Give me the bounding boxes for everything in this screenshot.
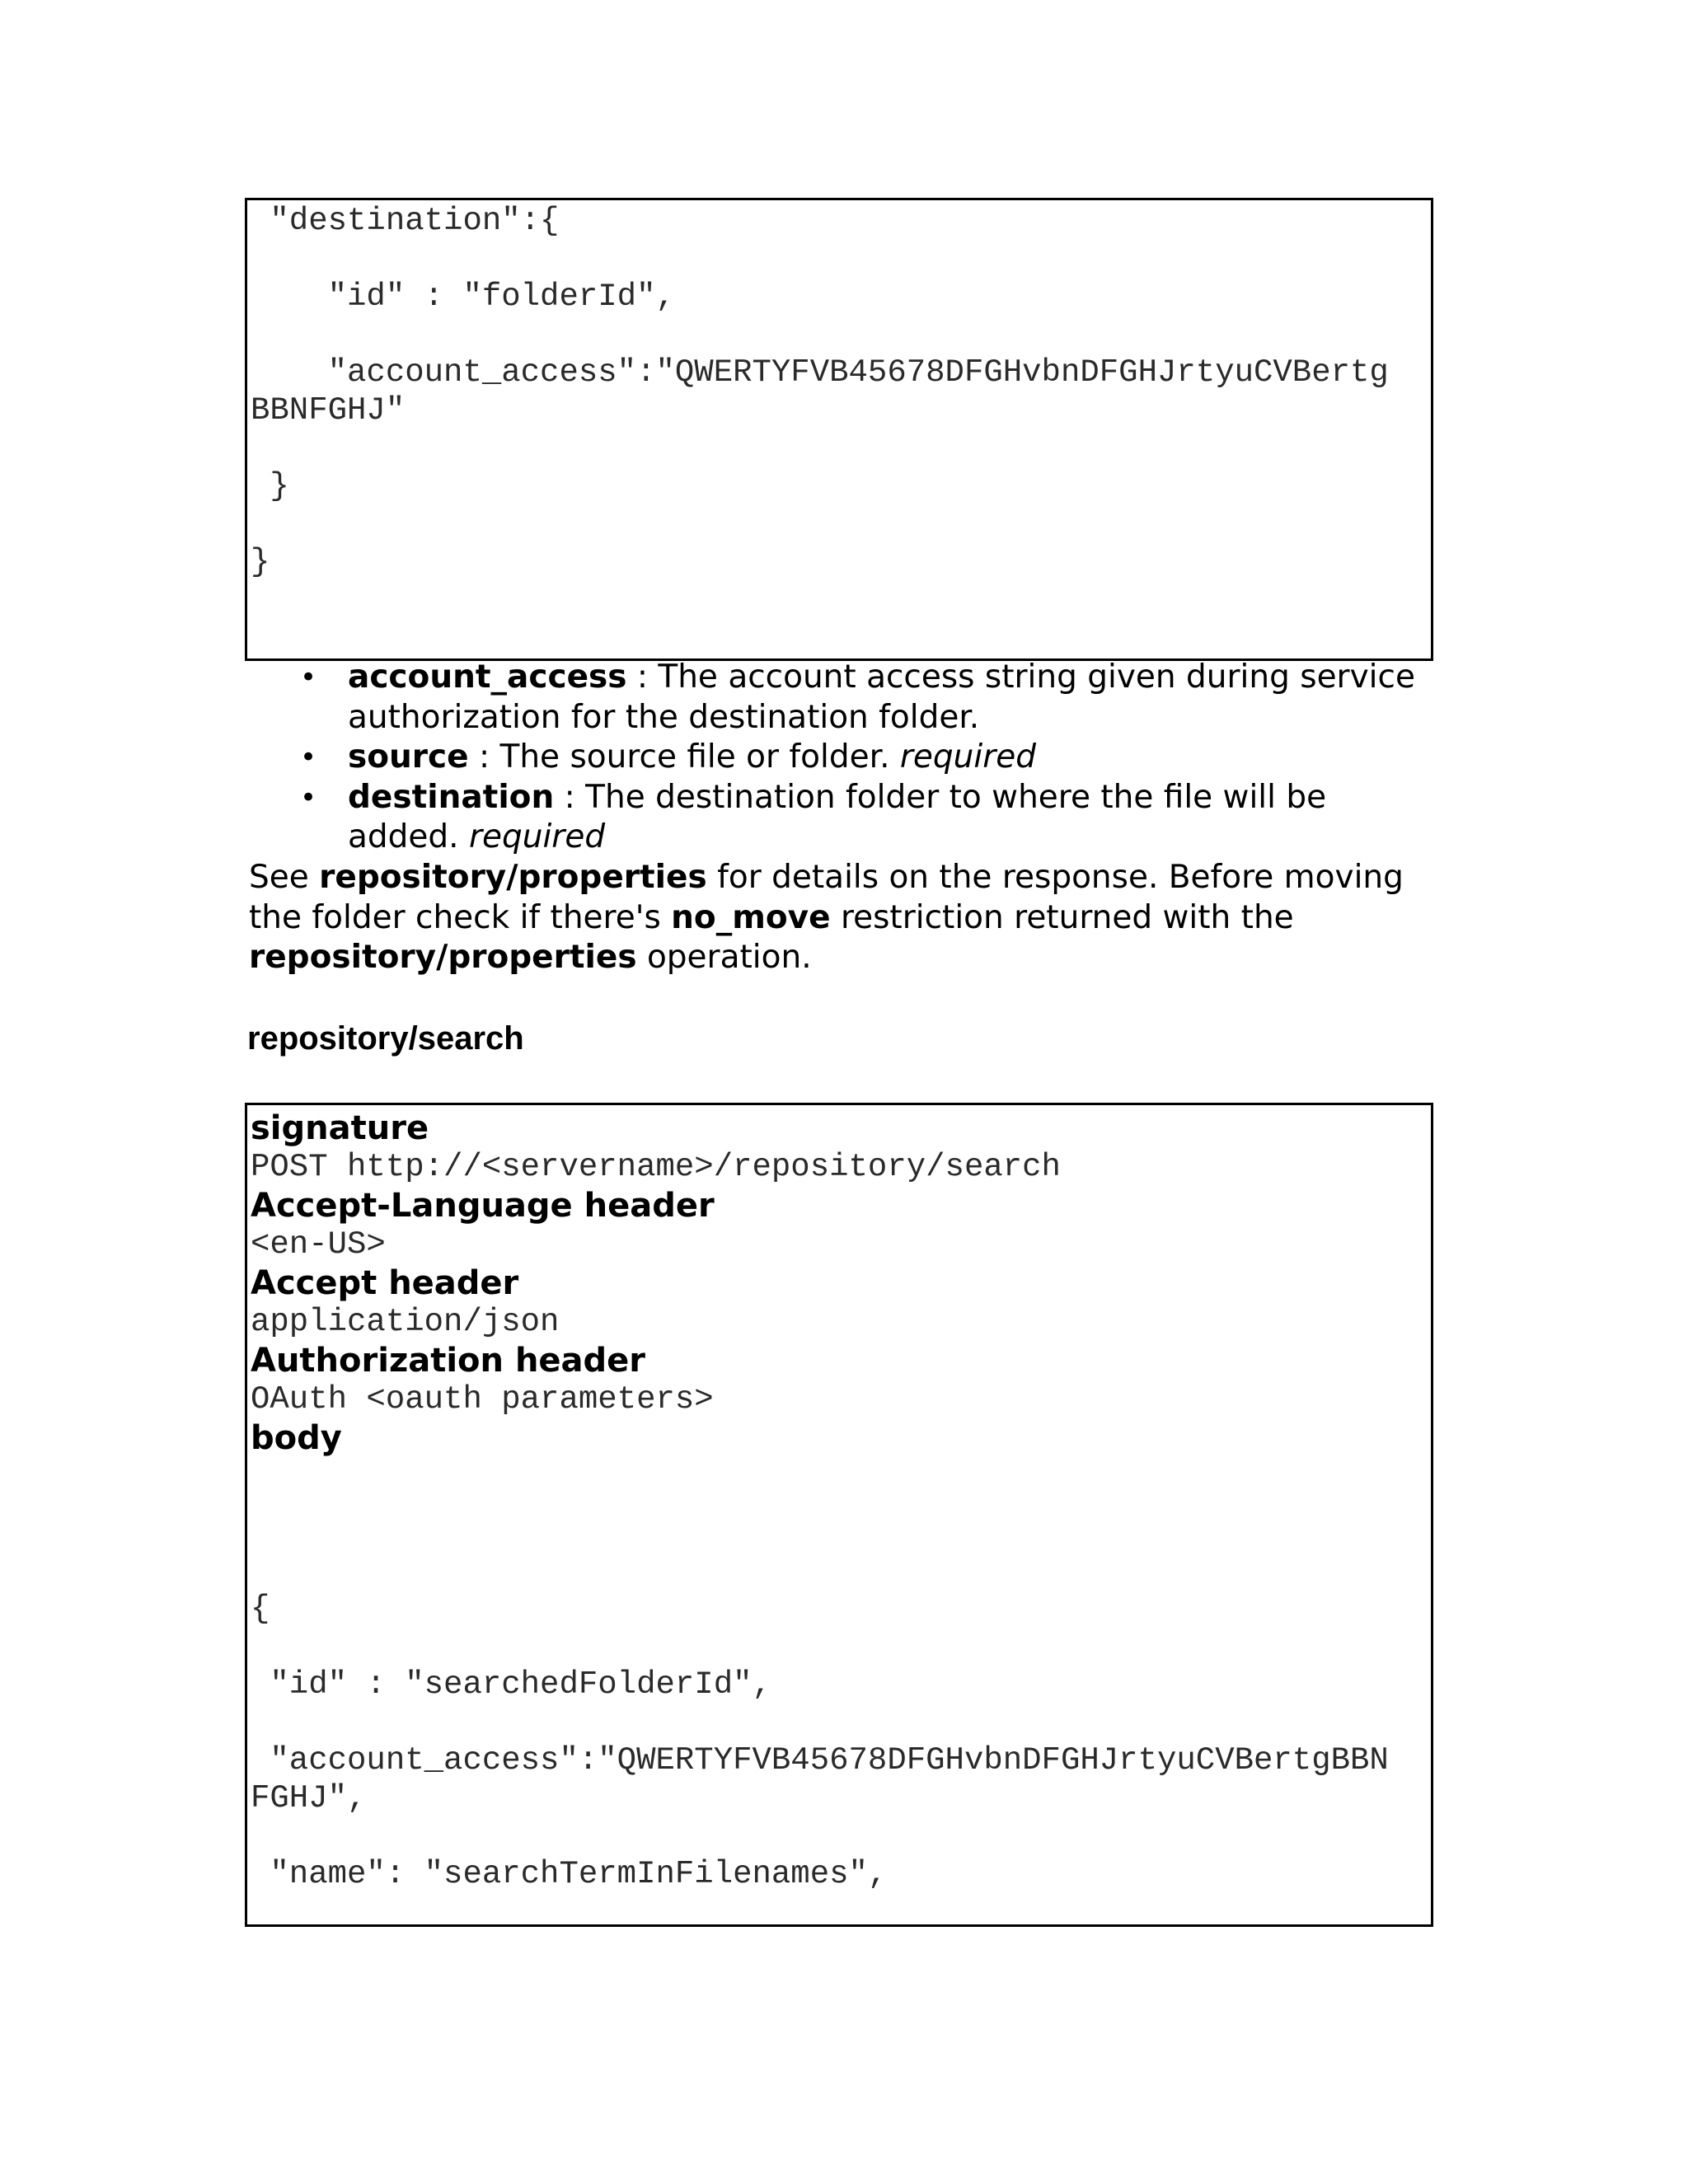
code-block-search	[245, 1103, 1433, 1927]
accept-label: Accept header	[251, 1264, 519, 1302]
accept-value: application/json	[251, 1304, 560, 1340]
code-line: }	[251, 544, 270, 580]
param-term: account_access	[348, 658, 627, 696]
code-line: "destination":{	[251, 203, 560, 239]
code-line: "id" : "searchedFolderId",	[251, 1666, 771, 1703]
code-block-destination	[245, 198, 1433, 661]
code-line: }	[251, 468, 289, 504]
body-label: body	[251, 1419, 342, 1457]
authorization-label: Authorization header	[251, 1342, 646, 1380]
required-flag: required	[468, 818, 606, 855]
text-run: restriction returned with the	[830, 898, 1294, 936]
text-run: for details on the response. Before moving the folder check if there's	[249, 859, 1404, 936]
link-term: repository/properties	[319, 859, 707, 896]
code-line: {	[251, 1591, 270, 1627]
list-item	[249, 658, 1436, 738]
code-line: BBNFGHJ"	[251, 392, 406, 429]
response-note-paragraph	[249, 858, 1419, 978]
signature-label: signature	[251, 1109, 429, 1147]
link-term: repository/properties	[249, 939, 637, 976]
code-line: "id" : "folderId",	[251, 279, 675, 315]
param-term: source	[348, 738, 469, 776]
text-run: See	[249, 859, 320, 896]
param-term: destination	[348, 778, 555, 816]
accept-language-label: Accept-Language header	[251, 1187, 715, 1225]
signature-value: POST http://<servername>/repository/search	[251, 1149, 1061, 1185]
list-item	[249, 738, 1436, 778]
code-line: "account_access":"QWERTYFVB45678DFGHvbnDFGHJrtyuCVBertg	[251, 354, 1389, 391]
required-flag: required	[899, 738, 1036, 776]
section-heading: repository/search	[247, 1020, 524, 1057]
list-item	[249, 778, 1436, 858]
code-line: "account_access":"QWERTYFVB45678DFGHvbnDFGHJrtyuCVBertgBBN	[251, 1742, 1389, 1779]
code-line: "name": "searchTermInFilenames",	[251, 1856, 888, 1892]
accept-language-value: <en-US>	[251, 1226, 386, 1263]
authorization-value: OAuth <oauth parameters>	[251, 1381, 714, 1418]
restriction-term: no_move	[671, 898, 831, 936]
param-desc: : The source file or folder.	[468, 738, 900, 776]
code-line: FGHJ",	[251, 1780, 367, 1816]
param-desc: : The account access string given during service authorization for the destination folder.	[348, 658, 1415, 736]
param-desc: : The destination folder to where the file will be added.	[348, 778, 1327, 855]
text-run: operation.	[636, 939, 812, 976]
